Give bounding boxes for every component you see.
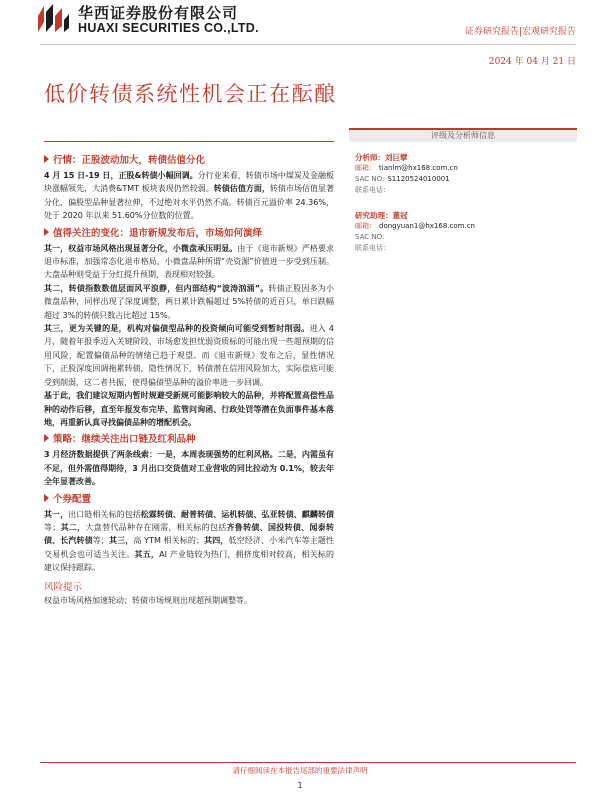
risk-heading: 风险提示 bbox=[44, 581, 83, 593]
analyst-phone-label: 联系电话： bbox=[355, 186, 390, 194]
section-heading bbox=[44, 225, 334, 239]
text-run: 低空经济、小米汽车等主题性交易机会也可适当关注。 bbox=[44, 536, 335, 559]
bold-text-run: 其一，权益市场风格出现显著分化，小微盘承压明显。 bbox=[44, 243, 238, 253]
section-heading bbox=[44, 491, 334, 505]
bold-text-run: 其一， bbox=[44, 509, 69, 519]
bold-text-run: 齐鲁转债、国投转债、闻泰转债、长汽转债 bbox=[44, 522, 335, 546]
title-divider bbox=[44, 141, 334, 142]
page-number: 1 bbox=[297, 781, 303, 790]
text-run: 高 YTM 相关标的； bbox=[133, 536, 205, 546]
triangle-bullet-icon bbox=[44, 155, 49, 163]
sidebar-header: 评级及分析师信息 bbox=[349, 128, 577, 142]
analyst-phone-label: 联系电话： bbox=[355, 244, 390, 252]
legal-disclaimer: 请仔细阅读在本报告尾部的重要法律声明 bbox=[232, 766, 368, 775]
report-date: 2024 年 04 月 21 日 bbox=[488, 57, 576, 67]
analyst-name: 董冠 bbox=[392, 211, 408, 220]
bold-text-run: 正股&转债小幅回调。 bbox=[118, 171, 198, 180]
text-run: 出口链相关标的包括 bbox=[68, 509, 141, 519]
bold-text-run: 松霖转债、耐普转债、运机转债、弘亚转债、麒麟转债 bbox=[140, 509, 334, 519]
section-heading-text: 行情：正股波动加大，转债估值分化 bbox=[53, 155, 206, 166]
text-run: 由于《退市新规》严格要求退市标准，加强常态化退市格局，小微盘品种所谓“壳资源”价值进一步受到压制。大盘品种则受益于分红提升预期，表现相对较强。 bbox=[44, 243, 335, 280]
bold-text-run: 转债估值方面， bbox=[213, 184, 270, 194]
analyst-email-row bbox=[355, 221, 577, 232]
risk-text: 权益市场风格加速轮动；转债市场规则出现超预期调整等。 bbox=[44, 595, 252, 605]
bold-text-run: 其三， bbox=[108, 536, 134, 546]
section-heading-text: 值得关注的变化：退市新规发布后，市场如何演绎 bbox=[53, 227, 263, 239]
analyst-role-label: 研究助理： bbox=[355, 211, 393, 220]
bold-text-run: 4 月 15 日-19 日， bbox=[44, 171, 119, 180]
analyst-list bbox=[349, 142, 577, 254]
huaxi-logo-icon bbox=[36, 4, 70, 34]
analyst-sac-row bbox=[355, 174, 577, 185]
report-body bbox=[44, 150, 334, 607]
text-run: 等； bbox=[44, 522, 61, 532]
bold-text-run: 其二，转债指数数值层面风平浪静，但内部结构“波涛汹涌”。 bbox=[44, 283, 269, 293]
analyst-sac-row bbox=[355, 232, 577, 243]
analyst-email-label: 邮箱： bbox=[355, 164, 376, 172]
body-paragraph bbox=[44, 282, 334, 322]
analyst-name: 刘巨擘 bbox=[385, 153, 408, 162]
triangle-bullet-icon bbox=[44, 434, 49, 442]
analyst-role bbox=[355, 152, 577, 163]
text-run: AI 产业链较为热门，拥挤度相对较高，相关标的建议保持跟踪。 bbox=[44, 549, 335, 573]
header-divider bbox=[40, 44, 576, 45]
section-heading bbox=[44, 431, 334, 445]
text-run: 进入 4 月，随着年报季迈入关键阶段，市场愈发担忧弱资质标的可能出现一些超预期的信用风险，配置偏债品种的情绪已趋于观望。而《退市新规》发布之后，显性情况下，正股深度回调拖累转债，隐性情况下，转债潜在信用风险加大，实际偿底可能受到削弱，这二者共振，使得偏债型品种的溢价率进一步回调。 bbox=[44, 324, 334, 387]
analyst-role bbox=[355, 210, 577, 221]
analyst-email-label: 邮箱： bbox=[355, 222, 376, 230]
analyst-sac-label: SAC NO: bbox=[355, 233, 385, 241]
bold-text-run: 基于此，我们建议短期内暂时规避受新规可能影响较大的品种，并将配置高偿性品种的动作后移，直至年报发布完毕、监管问询函、行政处罚等潜在负面事件基本落地，再重新认真寻找偏债品种的增配机会。 bbox=[44, 391, 334, 427]
analyst-sac-label: SAC NO: bbox=[355, 175, 385, 183]
analyst-email-row bbox=[355, 163, 577, 174]
company-logo bbox=[22, 2, 282, 42]
analyst-role-label: 分析师： bbox=[355, 153, 385, 162]
body-paragraph bbox=[44, 448, 334, 488]
triangle-bullet-icon bbox=[44, 228, 49, 236]
bold-text-run: 3 月经济数据提供了两条线索：一是，本周表现强势的红利风格。二是，内需虽有不足，但外需值得期待，3 月出口交货值对工业营收的同比拉动为 0.1%，较去年全年显著改善。 bbox=[44, 450, 334, 487]
text-run: 转债市场估值显著分化，偏股型品种显著拉伸，不过绝对水平仍然不高。转债百元溢价率 24.36%，处于 2020 年以来 51.60%分位数的位置。 bbox=[44, 184, 335, 221]
analyst-card bbox=[355, 210, 577, 254]
analyst-phone-row bbox=[355, 185, 577, 196]
bold-text-run: 其三，更为关键的是，机构对偏债型品种的投资倾向可能受到暂时削弱。 bbox=[44, 324, 310, 334]
section-heading-text: 策略：继续关注出口链及红利品种 bbox=[53, 434, 196, 446]
body-paragraph bbox=[44, 322, 334, 389]
company-name-cn: 华西证券股份有限公司 bbox=[78, 4, 239, 22]
text-run: 转债正股因多为小微盘品种，同样出现了深度调整，两日累计跌幅超过 5%转债的近百只，单日跌幅超过 3%的转债只数占比超过 15%。 bbox=[44, 283, 335, 320]
triangle-bullet-icon bbox=[44, 494, 49, 502]
text-run: 分行业来看，转债市场中煤炭及金融板块涨幅领先，大消费&TMT 板块表现仍然较弱。 bbox=[44, 171, 334, 194]
bold-text-run: 其四， bbox=[204, 536, 229, 546]
company-name-en: HUAXI SECURITIES CO.,LTD. bbox=[78, 21, 259, 35]
analyst-email-value[interactable]: tianlm@hx168.com.cn bbox=[379, 164, 458, 172]
section-heading-text: 个券配置 bbox=[53, 493, 92, 505]
report-title: 低价转债系统性机会正在酝酿 bbox=[44, 82, 337, 106]
report-category: 证券研究报告|宏观研究报告 bbox=[464, 27, 576, 37]
text-run: 大盘替代品种存在刚需，相关标的包括 bbox=[85, 522, 227, 532]
bold-text-run: 其五， bbox=[134, 549, 160, 559]
section-heading bbox=[44, 152, 334, 166]
footer-divider bbox=[40, 762, 576, 763]
bold-text-run: 其二， bbox=[60, 522, 86, 532]
analyst-email-value[interactable]: dongyuan1@hx168.com.cn bbox=[379, 222, 475, 230]
analyst-phone-row bbox=[355, 243, 577, 254]
body-paragraph bbox=[44, 169, 334, 223]
body-paragraph bbox=[44, 242, 334, 282]
body-paragraph bbox=[44, 508, 334, 575]
analyst-card bbox=[355, 152, 577, 196]
analyst-sac-value: S1120524010001 bbox=[387, 175, 450, 183]
body-paragraph bbox=[44, 389, 334, 429]
text-run: 等； bbox=[92, 536, 109, 546]
analyst-sidebar bbox=[349, 128, 577, 254]
